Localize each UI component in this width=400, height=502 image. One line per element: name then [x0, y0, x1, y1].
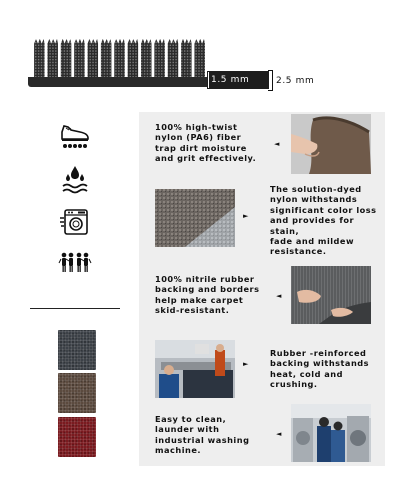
feature-text-nitrile: 100% nitrile rubber backing and borders help make carpet skid-resistant.: [155, 274, 260, 316]
arrow-right-icon: ►: [243, 360, 249, 368]
laundry-photo: [291, 404, 371, 462]
pile-tuft: [154, 39, 164, 78]
color-swatch-brown[interactable]: [58, 373, 96, 413]
pile-tuft: [194, 39, 205, 78]
people-icon: [58, 246, 92, 280]
color-swatch-red[interactable]: [58, 417, 96, 457]
workers-photo: [155, 340, 235, 398]
color-swatch-grey[interactable]: [58, 330, 96, 370]
pile-tuft: [181, 39, 192, 78]
pile-thickness-label: 1.5 mm: [211, 75, 250, 85]
arrow-left-icon: ◄: [276, 292, 282, 300]
pile-tuft: [47, 39, 58, 78]
thickness-bracket: [268, 70, 273, 91]
feature-text-easy-clean: Easy to clean, launder with industrial washing machine.: [155, 414, 250, 456]
water-drops-icon: [58, 162, 92, 196]
pile-tuft: [168, 39, 179, 78]
washing-machine-icon: [58, 204, 92, 238]
pile-tufts-graphic: [28, 36, 212, 78]
feature-panel: [139, 112, 385, 466]
arrow-right-icon: ►: [243, 212, 249, 220]
shoe-dirt-icon: [58, 118, 92, 152]
pile-tuft: [141, 39, 152, 78]
arrow-left-icon: ◄: [276, 430, 282, 438]
fiber-photo: [291, 114, 371, 174]
pile-tuft: [34, 39, 45, 78]
colorfast-photo: [155, 189, 235, 247]
pile-tuft: [114, 39, 125, 78]
swatch-divider: [30, 308, 120, 309]
pile-tuft: [128, 39, 138, 78]
thickness-tick: [208, 72, 209, 88]
backing-base: [28, 77, 210, 87]
pile-tuft: [74, 39, 85, 78]
pile-tuft: [61, 39, 71, 78]
arrow-left-icon: ◄: [274, 140, 280, 148]
pile-tuft: [88, 39, 99, 78]
pile-tuft: [101, 39, 112, 78]
feature-text-rubber-reinforced: Rubber -reinforced backing withstands heat, cold and crushing.: [270, 348, 370, 390]
feature-text-fiber: 100% high-twist nylon (PA6) fiber trap dirt moisture and grit effectively.: [155, 122, 257, 164]
feature-text-solution-dyed: The solution-dyed nylon withstands significant color loss and provides for stain, fade and mildew resistance.: [270, 184, 377, 257]
total-thickness-label: 2.5 mm: [276, 76, 315, 86]
rubber-backing-photo: [291, 266, 371, 324]
